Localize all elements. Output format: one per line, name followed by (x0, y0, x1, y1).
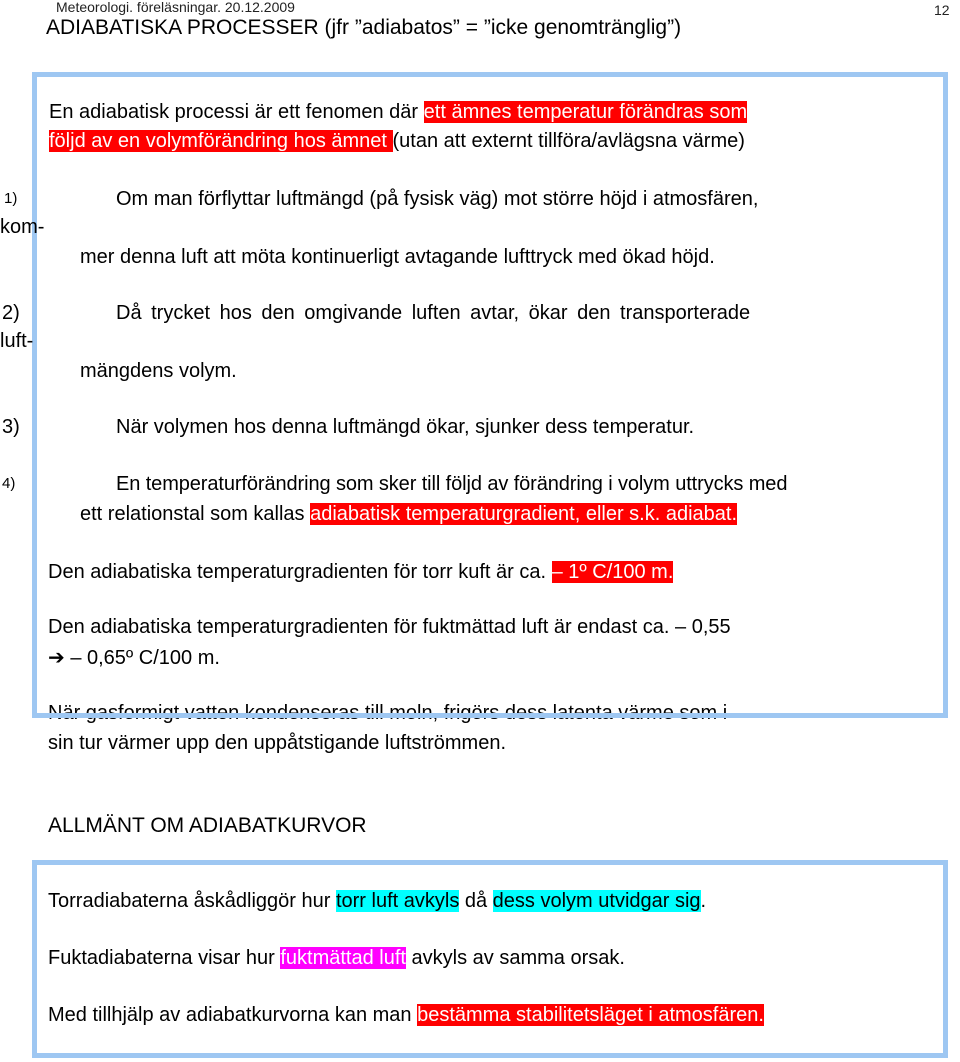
item-3-line-1: När volymen hos denna luftmängd ökar, sjunker dess temperatur. (116, 416, 695, 438)
adiabat-highlight: adiabatisk temperaturgradient, eller s.k. adiabat. (310, 503, 738, 525)
item-4-line-2: ett relationstal som kallas adiabatisk temperaturgradient, eller s.k. adiabat. (80, 503, 738, 525)
item-1-line-2: mer denna luft att möta kontinuerligt avtagande lufttryck med ökad höjd. (80, 246, 715, 268)
stability-highlight: bestämma stabilitetsläget i atmosfären. (417, 1004, 764, 1026)
volume-highlight: dess volym utvidgar sig (492, 890, 701, 912)
item-2-line-2: mängdens volym. (80, 360, 237, 382)
dry-gradient-value: – 1º C/100 m. (551, 561, 674, 583)
moist-gradient-line-1: Den adiabatiska temperaturgradienten för fuktmättad luft är endast ca. – 0,55 (48, 616, 731, 638)
moist-gradient-line-2: ➔ – 0,65º C/100 m. (48, 645, 220, 669)
dry-air-highlight: torr luft avkyls (335, 890, 460, 912)
dry-adiabat-line: Torradiabaterna åskådliggör hur torr luft avkyls då dess volym utvidgar sig. (48, 890, 707, 912)
arrow-right-icon: ➔ (48, 645, 65, 669)
page-title: ADIABATISKA PROCESSER (jfr ”adiabatos” = ”icke genomtränglig”) (46, 16, 682, 39)
stability-line: Med tillhjälp av adiabatkurvorna kan man bestämma stabilitetsläget i atmosfären. (48, 1004, 764, 1026)
section-heading: ALLMÄNT OM ADIABATKURVOR (48, 814, 367, 837)
item-3-number: 3) (2, 416, 20, 438)
item-4-number: 4) (2, 475, 16, 492)
item-1-number: 1) (4, 190, 18, 207)
intro-line-1: En adiabatisk processi är ett fenomen där ett ämnes temperatur förändras som (49, 101, 748, 123)
box-bottom-edge (44, 713, 944, 718)
dry-gradient-line: Den adiabatiska temperaturgradienten för torr kuft är ca. – 1º C/100 m. (48, 561, 674, 583)
moist-air-highlight: fuktmättad luft (280, 947, 406, 969)
item-2-line-1: Då trycket hos den omgivande luften avtar, ökar den transporterade (116, 302, 751, 324)
moist-adiabat-line: Fuktadiabaterna visar hur fuktmättad luft avkyls av samma orsak. (48, 947, 625, 969)
item-4-line-1: En temperaturförändring som sker till följd av förändring i volym uttrycks med (116, 473, 788, 495)
page-number: 12 (934, 2, 950, 18)
item-2-wrap: luft- (0, 330, 34, 352)
course-header: Meteorologi. föreläsningar. 20.12.2009 (56, 0, 295, 15)
intro-highlight: ett ämnes temperatur förändras som (423, 101, 748, 123)
item-1-line-1: Om man förflyttar luftmängd (på fysisk väg) mot större höjd i atmosfären, (116, 188, 759, 210)
intro-line-2: följd av en volymförändring hos ämnet (utan att externt tillföra/avlägsna värme) (49, 130, 745, 152)
item-2-number: 2) (2, 302, 20, 324)
item-1-wrap: kom- (0, 216, 45, 238)
latent-heat-line-2: sin tur värmer upp den uppåtstigande luftströmmen. (48, 732, 507, 754)
